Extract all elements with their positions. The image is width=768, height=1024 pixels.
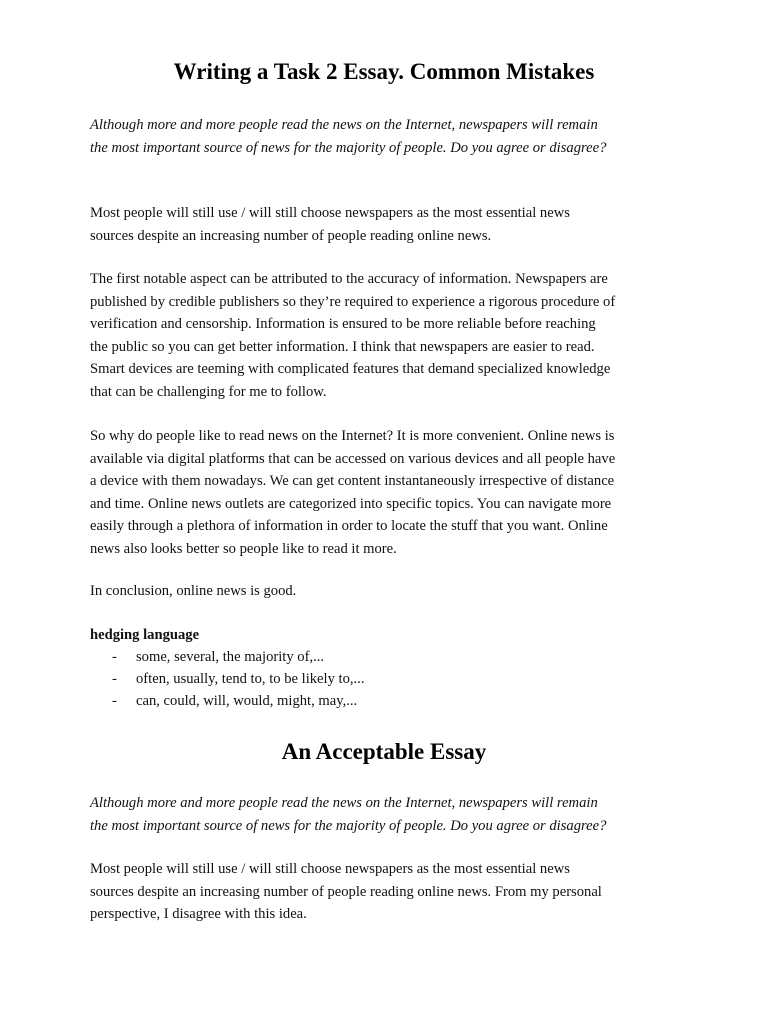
page-title: Writing a Task 2 Essay. Common Mistakes bbox=[173, 59, 595, 84]
paragraph-line: the public so you can get better information. I think that newspapers are easier to read. bbox=[90, 338, 595, 355]
paragraph-line: The first notable aspect can be attributed to the accuracy of information. Newspapers are bbox=[90, 271, 608, 287]
paragraph-line: Smart devices are teeming with complicated features that demand specialized knowledge bbox=[90, 361, 611, 377]
conclusion-text: In conclusion, online news is good. bbox=[90, 583, 297, 599]
list-item bbox=[90, 690, 690, 712]
hedging-title: hedging language bbox=[90, 627, 200, 643]
body-paragraph-2 bbox=[90, 425, 690, 560]
essay-prompt-2 bbox=[90, 792, 690, 837]
hedging-list bbox=[90, 646, 690, 712]
list-item-text: can, could, will, would, might, may,... bbox=[136, 693, 358, 709]
section-title: An Acceptable Essay bbox=[281, 739, 487, 764]
paragraph-line: easily through a plethora of information in order to locate the stuff that you want. Online bbox=[90, 518, 608, 534]
essay-prompt bbox=[90, 114, 690, 159]
intro-paragraph bbox=[90, 202, 690, 247]
list-item bbox=[90, 646, 690, 668]
paragraph-line: and time. Online news outlets are categorized into specific topics. You can navigate more bbox=[90, 495, 612, 512]
body-paragraph-1 bbox=[90, 268, 690, 403]
paragraph-line: a device with them nowadays. We can get content instantaneously irrespective of distance bbox=[90, 473, 615, 489]
prompt-line: the most important source of news for the majority of people. Do you agree or disagree? bbox=[90, 817, 607, 834]
paragraph-line: news also looks better so people like to read it more. bbox=[90, 540, 397, 557]
paragraph-line: available via digital platforms that can be accessed on various devices and all people have bbox=[90, 450, 616, 467]
paragraph-line: published by credible publishers so they’re required to experience a rigorous procedure of bbox=[90, 293, 616, 310]
prompt-line: Although more and more people read the news on the Internet, newspapers will remain bbox=[90, 795, 598, 811]
list-item bbox=[90, 668, 690, 690]
hedging-section bbox=[90, 624, 690, 712]
prompt-line: the most important source of news for the majority of people. Do you agree or disagree? bbox=[90, 139, 607, 156]
paragraph-line: verification and censorship. Information is ensured to be more reliable before reaching bbox=[90, 316, 596, 332]
prompt-line: Although more and more people read the news on the Internet, newspapers will remain bbox=[90, 117, 598, 133]
paragraph-line: sources despite an increasing number of people reading online news. bbox=[90, 227, 492, 244]
paragraph-line: perspective, I disagree with this idea. bbox=[90, 906, 307, 922]
paragraph-line: that can be challenging for me to follow. bbox=[90, 383, 327, 400]
list-item-text: some, several, the majority of,... bbox=[136, 649, 325, 665]
dash-bullet: - bbox=[112, 649, 117, 665]
dash-bullet: - bbox=[112, 693, 117, 709]
paragraph-line: Most people will still use / will still choose newspapers as the most essential news bbox=[90, 861, 570, 877]
dash-bullet: - bbox=[112, 671, 117, 687]
paragraph-line: Most people will still use / will still choose newspapers as the most essential news bbox=[90, 205, 570, 221]
paragraph-line: sources despite an increasing number of people reading online news. From my personal bbox=[90, 883, 602, 900]
conclusion-paragraph bbox=[90, 580, 690, 603]
paragraph-line: So why do people like to read news on the Internet? It is more convenient. Online news is bbox=[90, 428, 615, 444]
acceptable-intro-paragraph bbox=[90, 858, 690, 926]
list-item-text: often, usually, tend to, to be likely to,... bbox=[136, 671, 365, 687]
